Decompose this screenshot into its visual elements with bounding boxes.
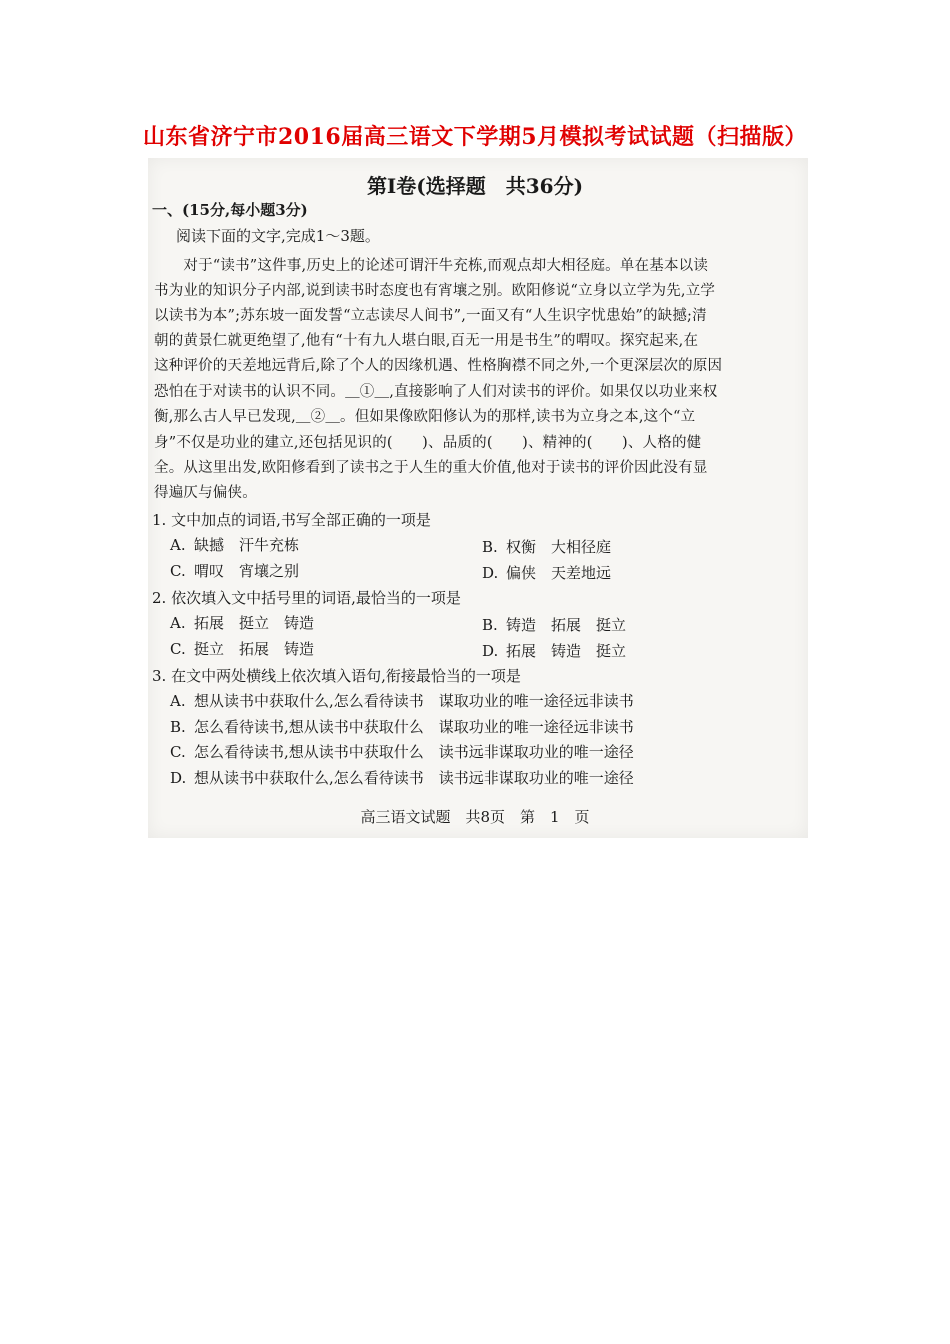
option-text: 拓展 铸造 挺立: [506, 642, 627, 660]
option-b: [482, 614, 626, 635]
option-label: C.: [170, 640, 186, 658]
option-b: [482, 536, 611, 557]
option-text: 缺撼 汗牛充栋: [194, 536, 300, 554]
option-text: 怎么看待读书,想从读书中获取什么 读书远非谋取功业的唯一途径: [194, 743, 634, 761]
section-title: 第Ⅰ卷(选择题 共36分): [366, 174, 584, 198]
passage-line: 得遍仄与偏侠。: [154, 485, 257, 501]
option-text: 想从读书中获取什么,怎么看待读书 读书远非谋取功业的唯一途径: [194, 769, 634, 787]
option-label: C.: [170, 562, 186, 580]
option-label: A.: [170, 614, 186, 632]
option-label: C.: [170, 743, 186, 761]
passage-line: 恐怕在于对读书的认识不同。＿①＿,直接影响了人们对读书的评价。如果仅以功业来权: [154, 384, 718, 400]
option-text: 想从读书中获取什么,怎么看待读书 谋取功业的唯一途径远非读书: [194, 692, 634, 710]
option-label: D.: [482, 564, 499, 582]
option-c: [170, 560, 299, 581]
option-label: D.: [482, 642, 499, 660]
option-label: A.: [170, 692, 186, 710]
option-d: [482, 640, 626, 661]
option-d: [482, 562, 611, 583]
option-b: [170, 716, 634, 737]
passage-line: 朝的黄景仁就更绝望了,他有“十有九人堪白眼,百无一用是书生”的喟叹。探究起来,在: [154, 333, 699, 349]
option-d: [170, 767, 634, 788]
option-text: 拓展 挺立 铸造: [194, 614, 315, 632]
passage-line: 书为业的知识分子内部,说到读书时态度也有宵壤之别。欧阳修说“立身以立学为先,立学: [154, 283, 716, 299]
option-a: [170, 612, 314, 633]
question-stem: 1. 文中加点的词语,书写全部正确的一项是: [152, 511, 431, 529]
page-footer: 高三语文试题 共8页 第 1 页: [360, 808, 590, 826]
passage-line: 衡,那么古人早已发现,＿②＿。但如果像欧阳修认为的那样,读书为立身之本,这个“立: [154, 409, 696, 425]
option-text: 铸造 拓展 挺立: [506, 616, 627, 634]
option-a: [170, 534, 299, 555]
question-stem: 2. 依次填入文中括号里的词语,最恰当的一项是: [152, 589, 461, 607]
option-c: [170, 638, 314, 659]
option-text: 喟叹 宵壤之别: [194, 562, 300, 580]
option-text: 怎么看待读书,想从读书中获取什么 谋取功业的唯一途径远非读书: [194, 718, 634, 736]
option-label: B.: [482, 538, 498, 556]
passage-line: 全。从这里出发,欧阳修看到了读书之于人生的重大价值,他对于读书的评价因此没有显: [154, 460, 708, 476]
option-a: [170, 690, 634, 711]
question-stem: 3. 在文中两处横线上依次填入语句,衔接最恰当的一项是: [152, 667, 521, 685]
reading-instruction: 阅读下面的文字,完成1～3题。: [176, 227, 380, 245]
document-title: 山东省济宁市2016届高三语文下学期5月模拟考试试题（扫描版）: [142, 124, 808, 150]
passage-line: 对于“读书”这件事,历史上的论述可谓汗牛充栋,而观点却大相径庭。单在基本以读: [154, 258, 709, 274]
option-label: B.: [170, 718, 186, 736]
option-text: 权衡 大相径庭: [506, 538, 612, 556]
passage-line: 这种评价的天差地远背后,除了个人的因缘机遇、性格胸襟不同之外,一个更深层次的原因: [154, 358, 723, 374]
option-c: [170, 741, 634, 762]
passage-line: 以读书为本”;苏东坡一面发誓“立志读尽人间书”,一面又有“人生识字忧患始”的缺撼;清: [154, 308, 707, 324]
passage-line: 身”不仅是功业的建立,还包括见识的( )、品质的( )、精神的( )、人格的健: [154, 435, 702, 451]
part-header: 一、(15分,每小题3分): [152, 201, 308, 219]
option-text: 挺立 拓展 铸造: [194, 640, 315, 658]
option-text: 偏侠 天差地远: [506, 564, 612, 582]
option-label: B.: [482, 616, 498, 634]
option-label: A.: [170, 536, 186, 554]
option-label: D.: [170, 769, 187, 787]
